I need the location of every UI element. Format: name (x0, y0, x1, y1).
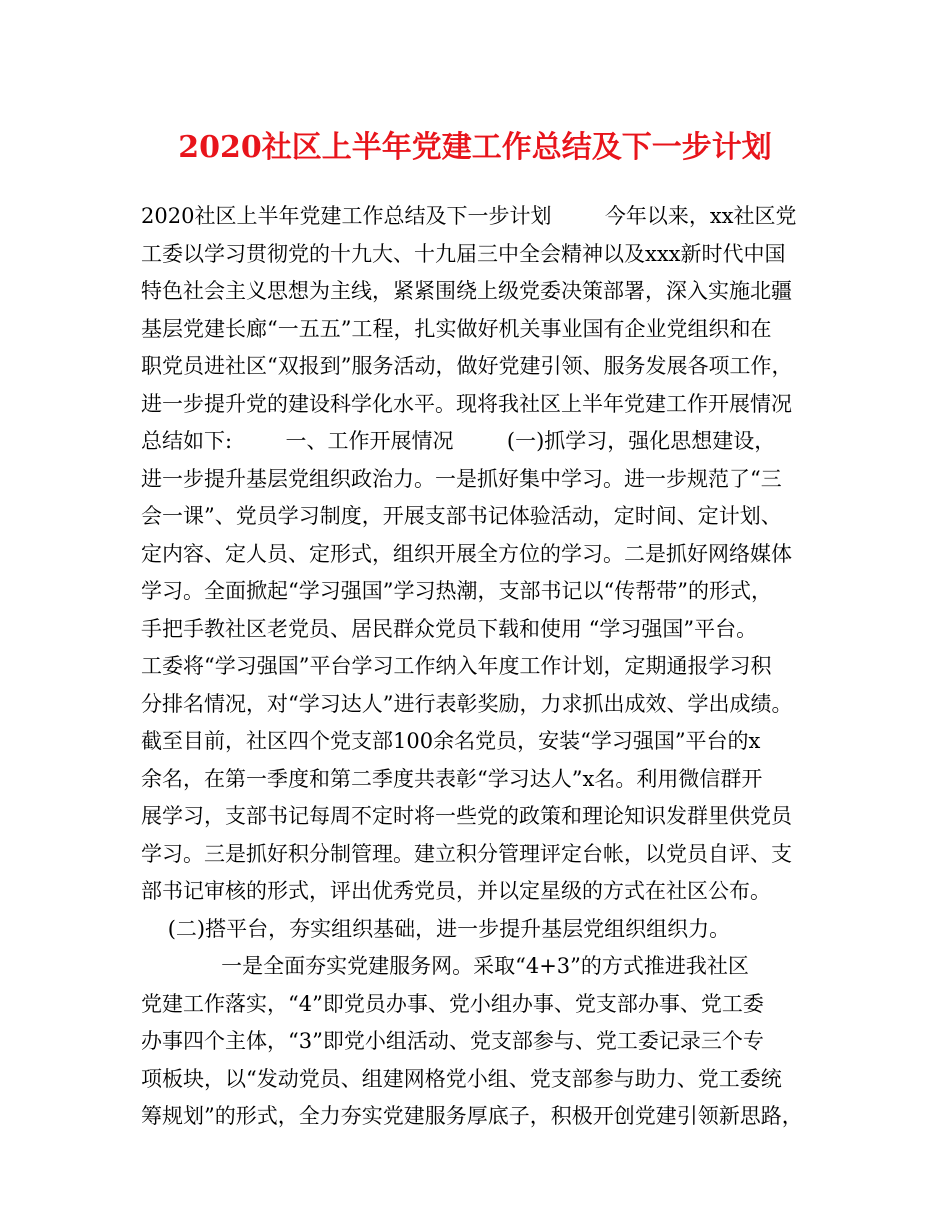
body-line: 基层党建长廊“一五五”工程，扎实做好机关事业国有企业党组织和在 (141, 316, 772, 341)
body-line: 余名，在第一季度和第二季度共表彰“学习达人”x名。利用微信群开 (141, 766, 763, 791)
body-line: 工委以学习贯彻党的十九大、十九届三中全会精神以及xxx新时代中国 (141, 241, 786, 266)
document-body (141, 198, 831, 1136)
body-line: 部书记审核的形式，评出优秀党员，并以定星级的方式在社区公布。 (141, 879, 771, 903)
body-line: (二)搭平台，夯实组织基础，进一步提升基层党组织组织力。 (141, 916, 731, 941)
body-line: 学习。三是抓好积分制管理。建立积分管理评定台帐，以党员自评、支 (141, 841, 792, 866)
body-line: 截至目前，社区四个党支部100余名党员，安装“学习强国”平台的x (141, 729, 761, 753)
body-line: 分排名情况，对“学习达人”进行表彰奖励，力求抓出成效、学出成绩。 (141, 691, 793, 716)
document-title: 2020社区上半年党建工作总结及下一步计划 (178, 130, 772, 165)
body-line: 定内容、定人员、定形式，组织开展全方位的学习。二是抓好网络媒体 (141, 541, 792, 566)
body-line: 2020社区上半年党建工作总结及下一步计划 今年以来，xx社区党 (141, 204, 797, 228)
body-line: 总结如下: 一、工作开展情况 (一)抓学习，强化思想建设， (141, 429, 776, 453)
body-line: 办事四个主体，“3”即党小组活动、党支部参与、党工委记录三个专 (141, 1029, 764, 1053)
body-line: 展学习，支部书记每周不定时将一些党的政策和理论知识发群里供党员 (141, 804, 792, 828)
body-line: 进一步提升基层党组织政治力。一是抓好集中学习。进一步规范了“三 (141, 466, 782, 491)
body-line: 工委将“学习强国”平台学习工作纳入年度工作计划，定期通报学习积 (141, 654, 772, 678)
body-line: 一是全面夯实党建服务网。采取“4+3”的方式推进我社区 (141, 954, 749, 978)
body-line: 党建工作落实，“4”即党员办事、党小组办事、党支部办事、党工委 (141, 991, 764, 1016)
body-line: 特色社会主义思想为主线，紧紧围绕上级党委决策部署，深入实施北疆 (141, 279, 792, 303)
body-line: 手把手教社区老党员、居民群众党员下载和使用 “学习强国”平台。 (141, 616, 758, 641)
body-line: 项板块，以“发动党员、组建网格党小组、党支部参与助力、党工委统 (141, 1066, 782, 1091)
body-line: 学习。全面掀起“学习强国”学习热潮，支部书记以“传帮带”的形式， (141, 579, 772, 603)
body-line: 会一课”、党员学习制度，开展支部书记体验活动，定时间、定计划、 (141, 504, 782, 528)
body-line: 职党员进社区“双报到”服务活动，做好党建引领、服务发展各项工作， (141, 354, 793, 378)
body-line: 筹规划”的形式，全力夯实党建服务厚底子，积极开创党建引领新思路， (141, 1104, 803, 1128)
body-line: 进一步提升党的建设科学化水平。现将我社区上半年党建工作开展情况 (141, 391, 792, 416)
